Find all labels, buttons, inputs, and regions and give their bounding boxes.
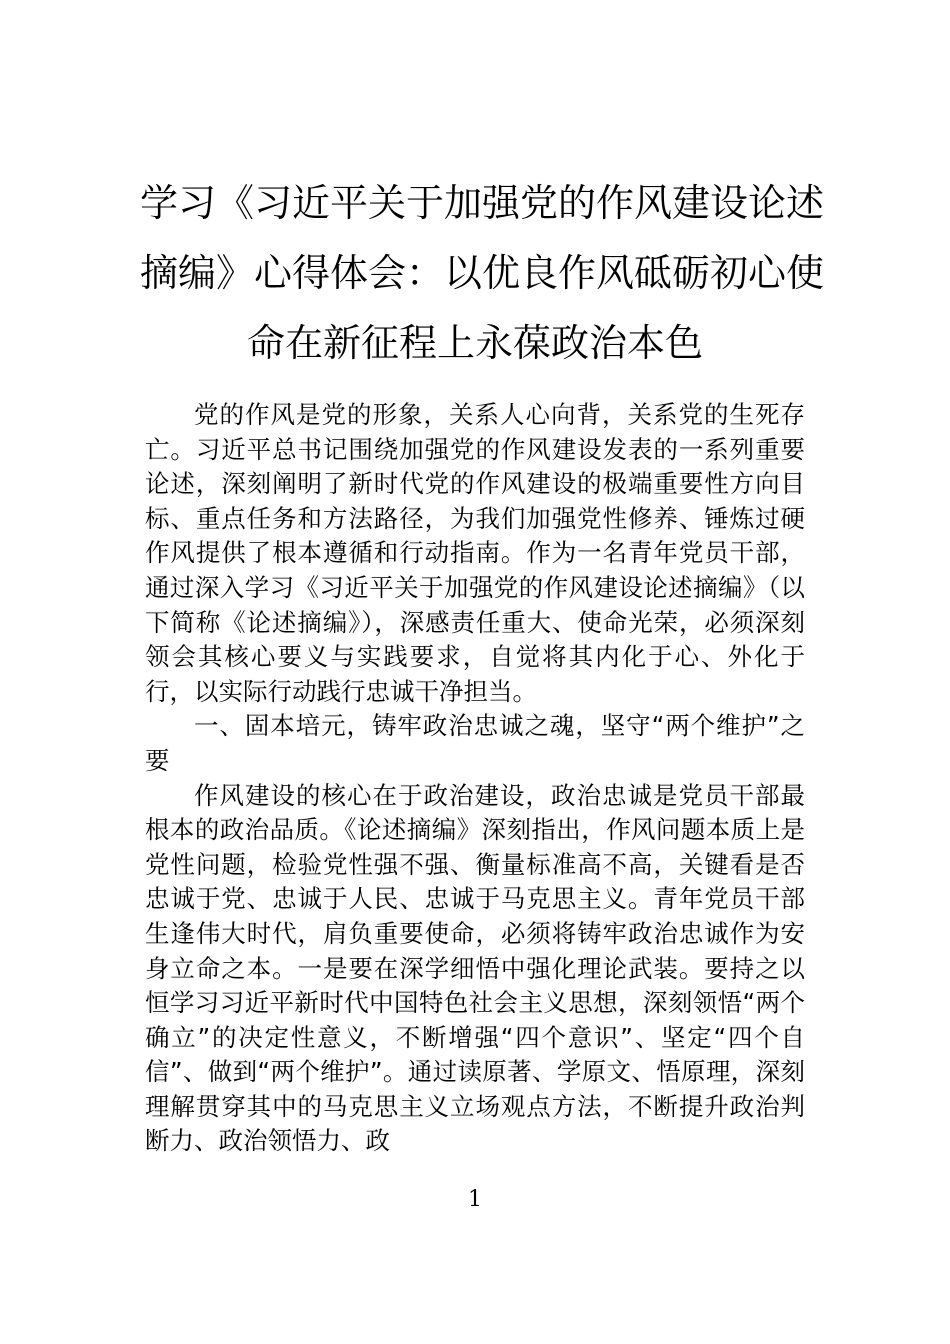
title-line-3: 命在新征程上永葆政治本色 (246, 321, 703, 365)
intro-paragraph: 党的作风是党的形象，关系人心向背，关系党的生死存亡。习近平总书记围绕加强党的作风建设发表的一系列重要论述，深刻阐明了新时代党的作风建设的极端重要性方向目标、重点任务和方法路径，为我们加强党性修养、锤炼过硬作风提供了根本遵循和行动指南。作为一名青年党员干部，通过深入学习《习近平关于加强党的作风建设论述摘编》（以下简称《论述摘编》），深感责任重大、使命光荣，必须深刻领会其核心要义与实践要求，自觉将其内化于心、外化于行，以实际行动践行忠诚干净担当。 (145, 400, 805, 706)
section-1-paragraph: 作风建设的核心在于政治建设，政治忠诚是党员干部最根本的政治品质。《论述摘编》深刻指出，作风问题本质上是党性问题，检验党性强不强、衡量标准高不高，关键看是否忠诚于党、忠诚于人民、忠诚于马克思主义。青年党员干部生逢伟大时代，肩负重要使命，必须将铸牢政治忠诚作为安身立命之本。一是要在深学细悟中强化理论武装。要持之以恒学习习近平新时代中国特色社会主义思想，深刻领悟“两个确立”的决定性意义，不断增强“四个意识”、坚定“四个自信”、做到“两个维护”。通过读原著、学原文、悟原理，深刻理解贯穿其中的马克思主义立场观点方法，不断提升政治判断力、政治领悟力、政 (145, 780, 805, 1156)
document-title (140, 168, 825, 378)
title-line-2: 摘编》心得体会：以优良作风砥砺初心使 (140, 251, 825, 295)
title-line-1: 学习《习近平关于加强党的作风建设论述 (140, 181, 825, 225)
document-body (145, 398, 805, 1159)
section-heading-1: 一、固本培元，铸牢政治忠诚之魂，坚守“两个维护”之要 (145, 711, 805, 775)
page-number: 1 (468, 1187, 482, 1212)
